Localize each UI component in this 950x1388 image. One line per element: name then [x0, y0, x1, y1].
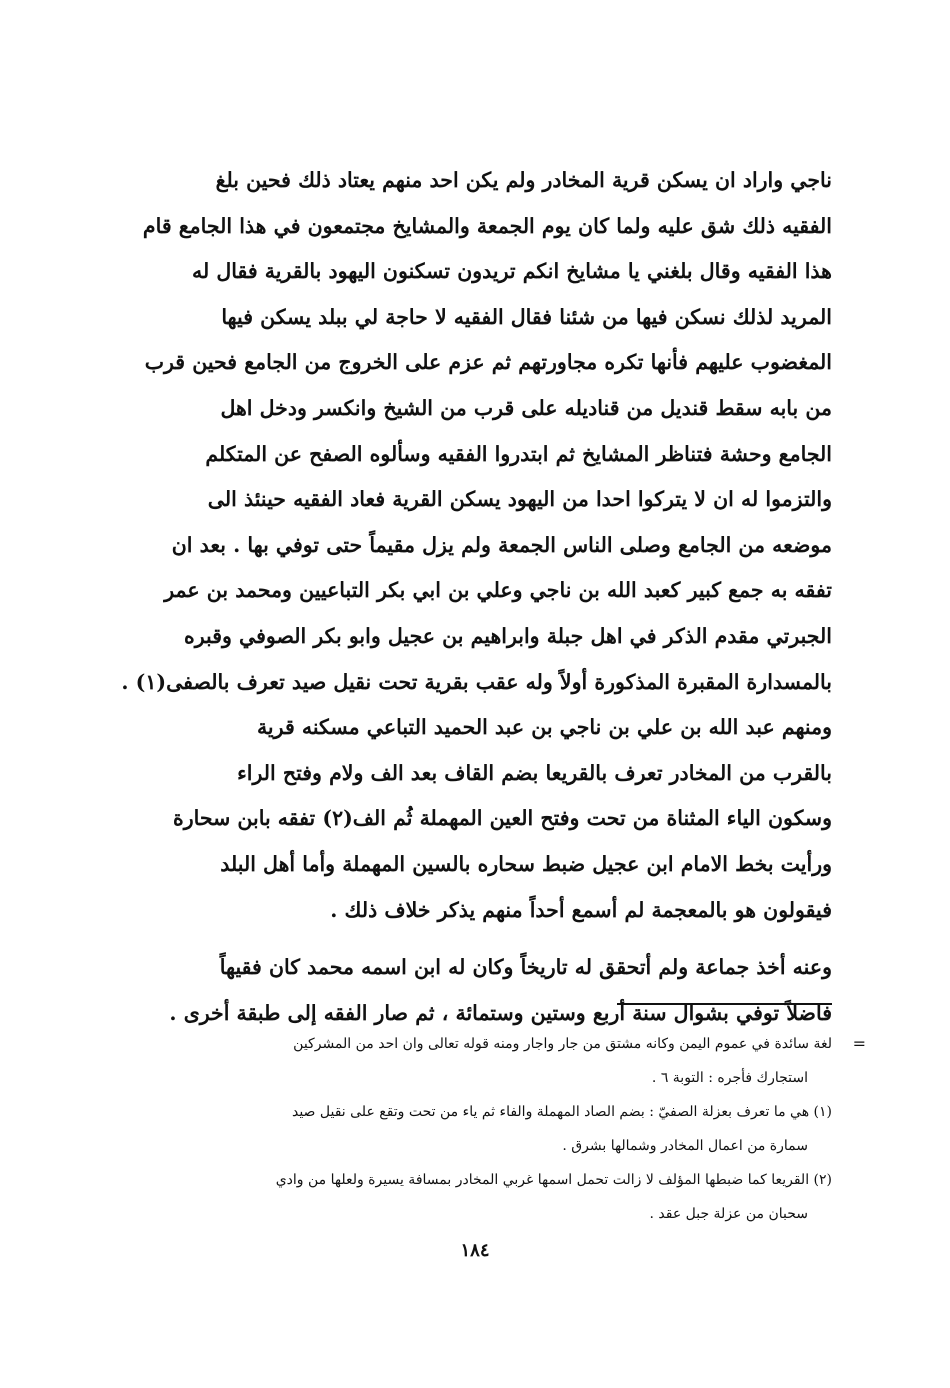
footnote-line: (١) هي ما تعرف بعزلة الصفيّ : بضم الصاد المهملة والفاء ثم ياء من تحت وتقع على نقيل صيد	[291, 1104, 832, 1120]
text-line: ناجي واراد ان يسكن قرية المخادر ولم يكن احد منهم يعتاد ذلك فحين بلغ	[215, 168, 832, 192]
footnote-line: سحبان من عزلة جبل عقد .	[649, 1206, 808, 1222]
text-line: فيقولون هو بالمعجمة لم أسمع أحداً منهم يذكر خلاف ذلك .	[330, 897, 832, 922]
footnote-line: سمارة من اعمال المخادر وشمالها بشرق .	[562, 1138, 808, 1154]
continuation-mark: =	[852, 1034, 866, 1053]
text-line: بالمسدارة المقبرة المذكورة أولاً وله عقب بقرية تحت نقيل صيد تعرف بالصفى(١) .	[121, 669, 832, 694]
text-line: موضعه من الجامع وصلى الناس الجمعة ولم يزل مقيماً حتى توفي بها . بعد ان	[171, 532, 832, 557]
footnote-line: استجارك فأجره : التوبة ٦ .	[651, 1070, 808, 1086]
text-line: فاضلاً توفي بشوال سنة أربع وستين وستمائة ، ثم صار الفقه إلى طبقة أخرى .	[169, 1000, 832, 1025]
text-line: وعنه أخذ جماعة ولم أتحقق له تاريخاً وكان له ابن اسمه محمد كان فقيهاً	[219, 955, 832, 980]
text-line: المريد لذلك نسكن فيها من شئنا فقال الفقيه لا حاجة لي ببلد يسكن فيها	[221, 304, 832, 329]
text-line: الجامع وحشة فتناظر المشايخ ثم ابتدروا الفقيه وسألوه الصفح عن المتكلم	[205, 441, 832, 466]
paragraph-gap	[132, 933, 832, 945]
page-number: ١٨٤	[460, 1240, 490, 1261]
text-line: وسكون الياء المثناة من تحت وفتح العين المهملة ثُم الف(٢) تفقه بابن سحارة	[172, 806, 832, 831]
text-line: بالقرب من المخادر تعرف بالقريعا بضم القاف بعد الف ولام وفتح الراء	[237, 760, 832, 785]
main-text	[121, 158, 832, 1036]
text-line: هذا الفقيه وقال بلغني يا مشايخ انكم تريدون تسكنون اليهود بالقرية فقال له	[191, 259, 832, 284]
text-line: من بابه سقط قنديل من قناديله على قرب من الشيخ وانكسر ودخل اهل	[220, 395, 832, 420]
text-line: الجبرتي مقدم الذكر في اهل جبلة وابراهيم بن عجيل وابو بكر الصوفي وقبره	[183, 623, 832, 648]
footnote-separator	[617, 1003, 832, 1005]
footnote-1	[132, 1095, 832, 1163]
footnote-continuation	[132, 1027, 866, 1095]
text-line: ومنهم عبد الله بن علي بن ناجي بن عبد الحميد التباعي مسكنه قرية	[256, 715, 832, 740]
text-line: ورأيت بخط الامام ابن عجيل ضبط سحاره بالسين المهملة وأما أهل البلد	[220, 851, 832, 876]
text-line: تفقه به جمع كبير كعبد الله بن ناجي وعلي بن ابي بكر التباعيين ومحمد بن عمر	[164, 578, 832, 603]
text-line: المغضوب عليهم فأنها تكره مجاورتهم ثم عزم على الخروج من الجامع فحين قرب	[144, 350, 832, 375]
footnote-2	[132, 1163, 832, 1231]
text-line: الفقيه ذلك شق عليه ولما كان يوم الجمعة والمشايخ مجتمعون في هذا الجامع قام	[142, 213, 832, 238]
footnote-line: لغة سائدة في عموم اليمن وكانه مشتق من جار واجار ومنه قوله تعالى وان احد من المشركين	[293, 1036, 832, 1052]
footnote-line: (٢) القريعا كما ضبطها المؤلف لا زالت تحمل اسمها غربي المخادر بمسافة يسيرة ولعلها من وادي	[275, 1172, 832, 1188]
text-line: والتزموا له ان لا يتركوا احدا من اليهود يسكن القرية فعاد الفقيه حينئذ الى	[207, 487, 832, 512]
footnotes	[132, 1027, 866, 1231]
